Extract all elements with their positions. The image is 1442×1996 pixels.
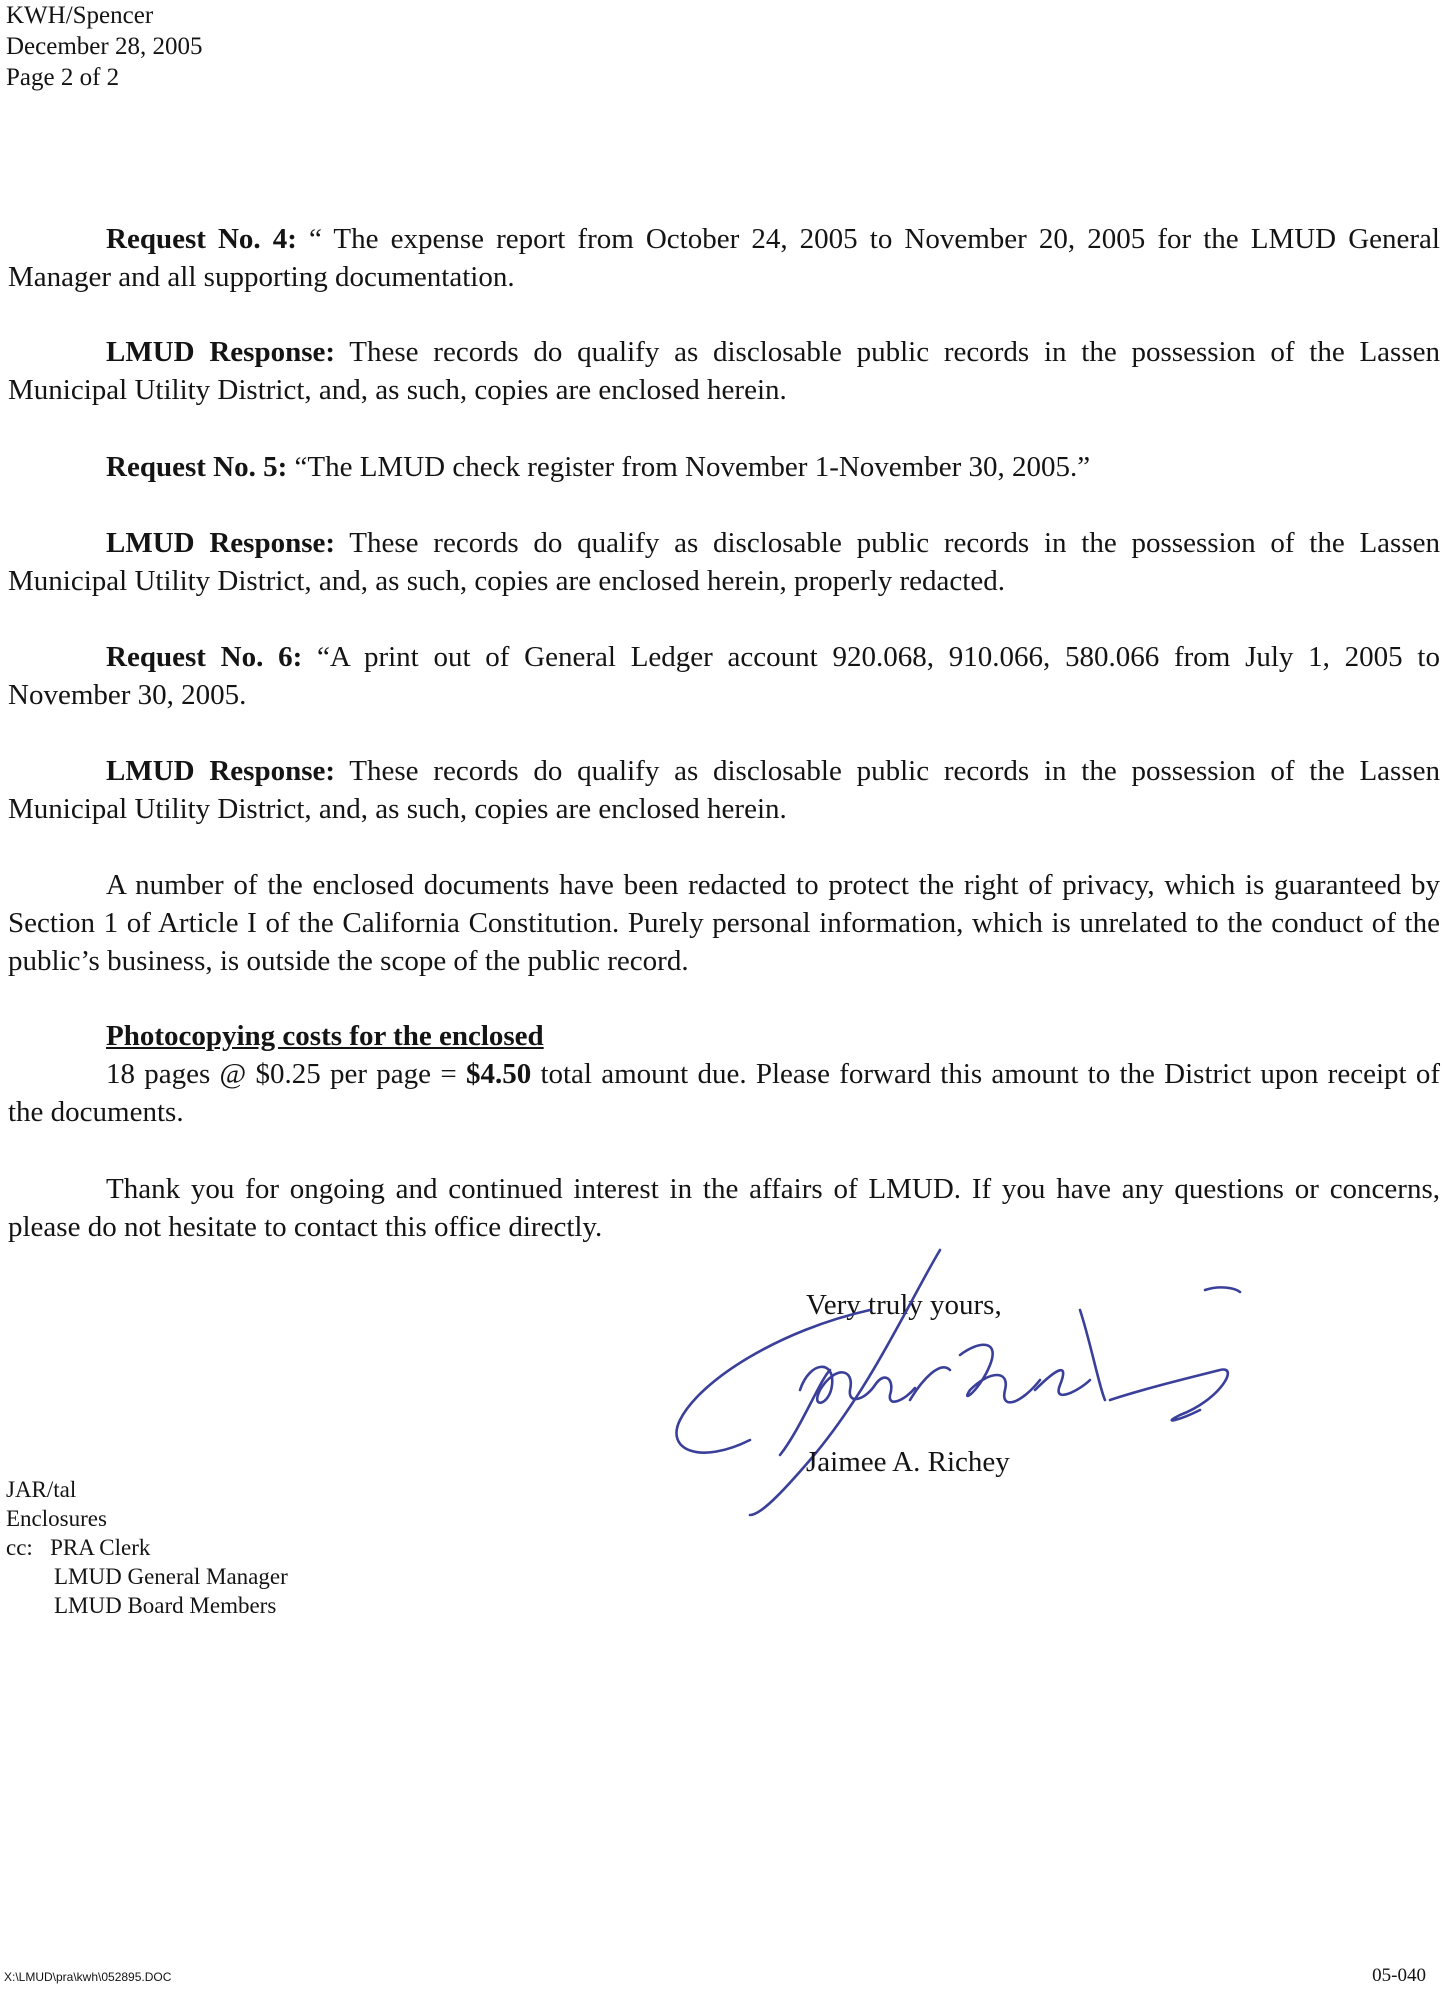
thanks-paragraph (8, 1170, 1440, 1246)
request-6-label: Request No. 6: (106, 641, 303, 673)
request-6-text: “A print out of General Ledger account 920.068, 910.066, 580.066 from July 1, 2005 to November 30, 2005. (8, 641, 1440, 711)
header-page: Page 2 of 2 (6, 64, 120, 91)
response-6-text: These records do qualify as disclosable public records in the possession of the Lassen Municipal Utility District, and, as such, copies are enclosed herein. (8, 755, 1440, 825)
privacy-text: A number of the enclosed documents have been redacted to protect the right of privacy, which is guaranteed by Section 1 of Article I of the California Constitution. Purely personal information, which is unrelated to the conduct of the public’s business, is outside the scope of the public record. (8, 869, 1440, 977)
response-4-label: LMUD Response: (106, 336, 336, 368)
cc-recipient-1: PRA Clerk (50, 1535, 151, 1560)
cc-line-1 (6, 1533, 288, 1562)
signer-name: Jaimee A. Richey (806, 1446, 1010, 1478)
request-4-label: Request No. 4: (106, 223, 297, 255)
request-6-paragraph (8, 638, 1440, 714)
distribution-block (6, 1475, 288, 1620)
response-6-label: LMUD Response: (106, 755, 336, 787)
letter-header (6, 0, 202, 93)
thanks-text: Thank you for ongoing and continued interest in the affairs of LMUD. If you have any questions or concerns, please do not hesitate to contact this office directly. (8, 1173, 1440, 1243)
typist-initials: JAR/tal (6, 1477, 77, 1502)
request-5-paragraph (8, 448, 1440, 486)
header-date: December 28, 2005 (6, 33, 203, 60)
file-path: X:\LMUD\pra\kwh\052895.DOC (4, 1970, 172, 1984)
cc-label: cc: (6, 1535, 33, 1560)
response-4-paragraph (8, 333, 1440, 409)
costs-text-b: total amount due. Please forward this amount to the District upon receipt of the documents. (8, 1058, 1440, 1128)
costs-heading: Photocopying costs for the enclosed (106, 1020, 544, 1052)
response-5-paragraph (8, 524, 1440, 600)
request-4-paragraph (8, 220, 1440, 296)
privacy-paragraph (8, 866, 1440, 980)
costs-paragraph (8, 1017, 1440, 1131)
header-recipient: KWH/Spencer (6, 2, 154, 29)
response-5-text: These records do qualify as disclosable public records in the possession of the Lassen Municipal Utility District, and, as such, copies are enclosed herein, properly redacted. (8, 527, 1440, 597)
request-5-text: “The LMUD check register from November 1-November 30, 2005.” (287, 451, 1091, 483)
handwritten-signature (660, 1240, 1280, 1530)
enclosures-note: Enclosures (6, 1506, 107, 1531)
response-4-text: These records do qualify as disclosable public records in the possession of the Lassen Municipal Utility District, and, as such, copies are enclosed herein. (8, 336, 1440, 406)
costs-text-a: 18 pages @ $0.25 per page = (106, 1058, 466, 1090)
document-number: 05-040 (1372, 1965, 1426, 1986)
response-5-label: LMUD Response: (106, 527, 336, 559)
response-6-paragraph (8, 752, 1440, 828)
cc-recipient-3: LMUD Board Members (54, 1593, 277, 1618)
cc-recipient-2: LMUD General Manager (54, 1564, 288, 1589)
request-5-label: Request No. 5: (106, 451, 288, 483)
costs-amount: $4.50 (465, 1058, 532, 1090)
valediction: Very truly yours, (806, 1289, 1002, 1321)
request-4-text: “ The expense report from October 24, 2005 to November 20, 2005 for the LMUD General Manager and all supporting documentation. (8, 223, 1440, 293)
